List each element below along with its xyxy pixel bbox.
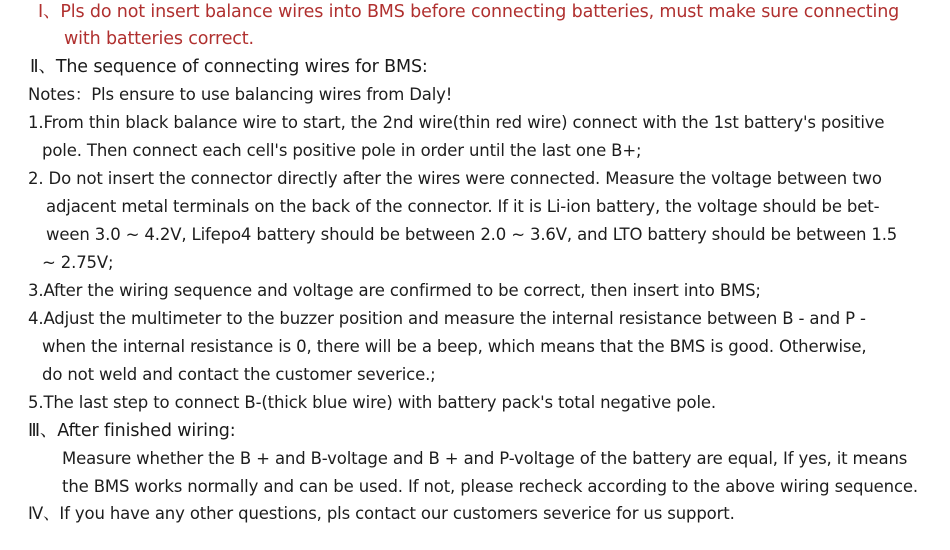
section-3-line-1: Measure whether the B + and B-voltage and B + and P-voltage of the battery are equal, If yes, it means [62,449,908,468]
step-1-line-2: pole. Then connect each cell's positive pole in order until the last one B+; [42,141,642,160]
step-5-line-1: 5.The last step to connect B-(thick blue wire) with battery pack's total negative pole. [28,393,716,412]
warning-line-2: with batteries correct. [64,29,254,49]
step-2-line-3: ween 3.0 ~ 4.2V, Lifepo4 battery should be between 2.0 ~ 3.6V, and LTO battery should be between 1.5 [46,225,898,244]
notes-line: Notes：Pls ensure to use balancing wires from Daly! [28,85,453,104]
step-2-line-1: 2. Do not insert the connector directly after the wires were connected. Measure the voltage between two [28,169,882,188]
step-4-line-3: do not weld and contact the customer severice.; [42,365,436,384]
step-1-line-1: 1.From thin black balance wire to start, the 2nd wire(thin red wire) connect with the 1st battery's positive [28,113,885,132]
warning-line-1: Ⅰ、Pls do not insert balance wires into BMS before connecting batteries, must make sure connecting [38,2,900,22]
section-2-heading: Ⅱ、The sequence of connecting wires for BMS: [30,57,428,77]
section-3-heading: Ⅲ、After finished wiring: [28,421,236,441]
step-4-line-2: when the internal resistance is 0, there will be a beep, which means that the BMS is good. Otherwise, [42,337,867,356]
section-4-line: Ⅳ、If you have any other questions, pls contact our customers severice for us support. [28,504,735,523]
step-2-line-4: ~ 2.75V; [42,253,114,272]
step-4-line-1: 4.Adjust the multimeter to the buzzer position and measure the internal resistance between B - and P - [28,309,866,328]
step-3-line-1: 3.After the wiring sequence and voltage are confirmed to be correct, then insert into BMS; [28,281,761,300]
section-3-line-2: the BMS works normally and can be used. If not, please recheck according to the above wiring sequence. [62,477,918,496]
step-2-line-2: adjacent metal terminals on the back of the connector. If it is Li-ion battery, the voltage should be bet- [46,197,880,216]
